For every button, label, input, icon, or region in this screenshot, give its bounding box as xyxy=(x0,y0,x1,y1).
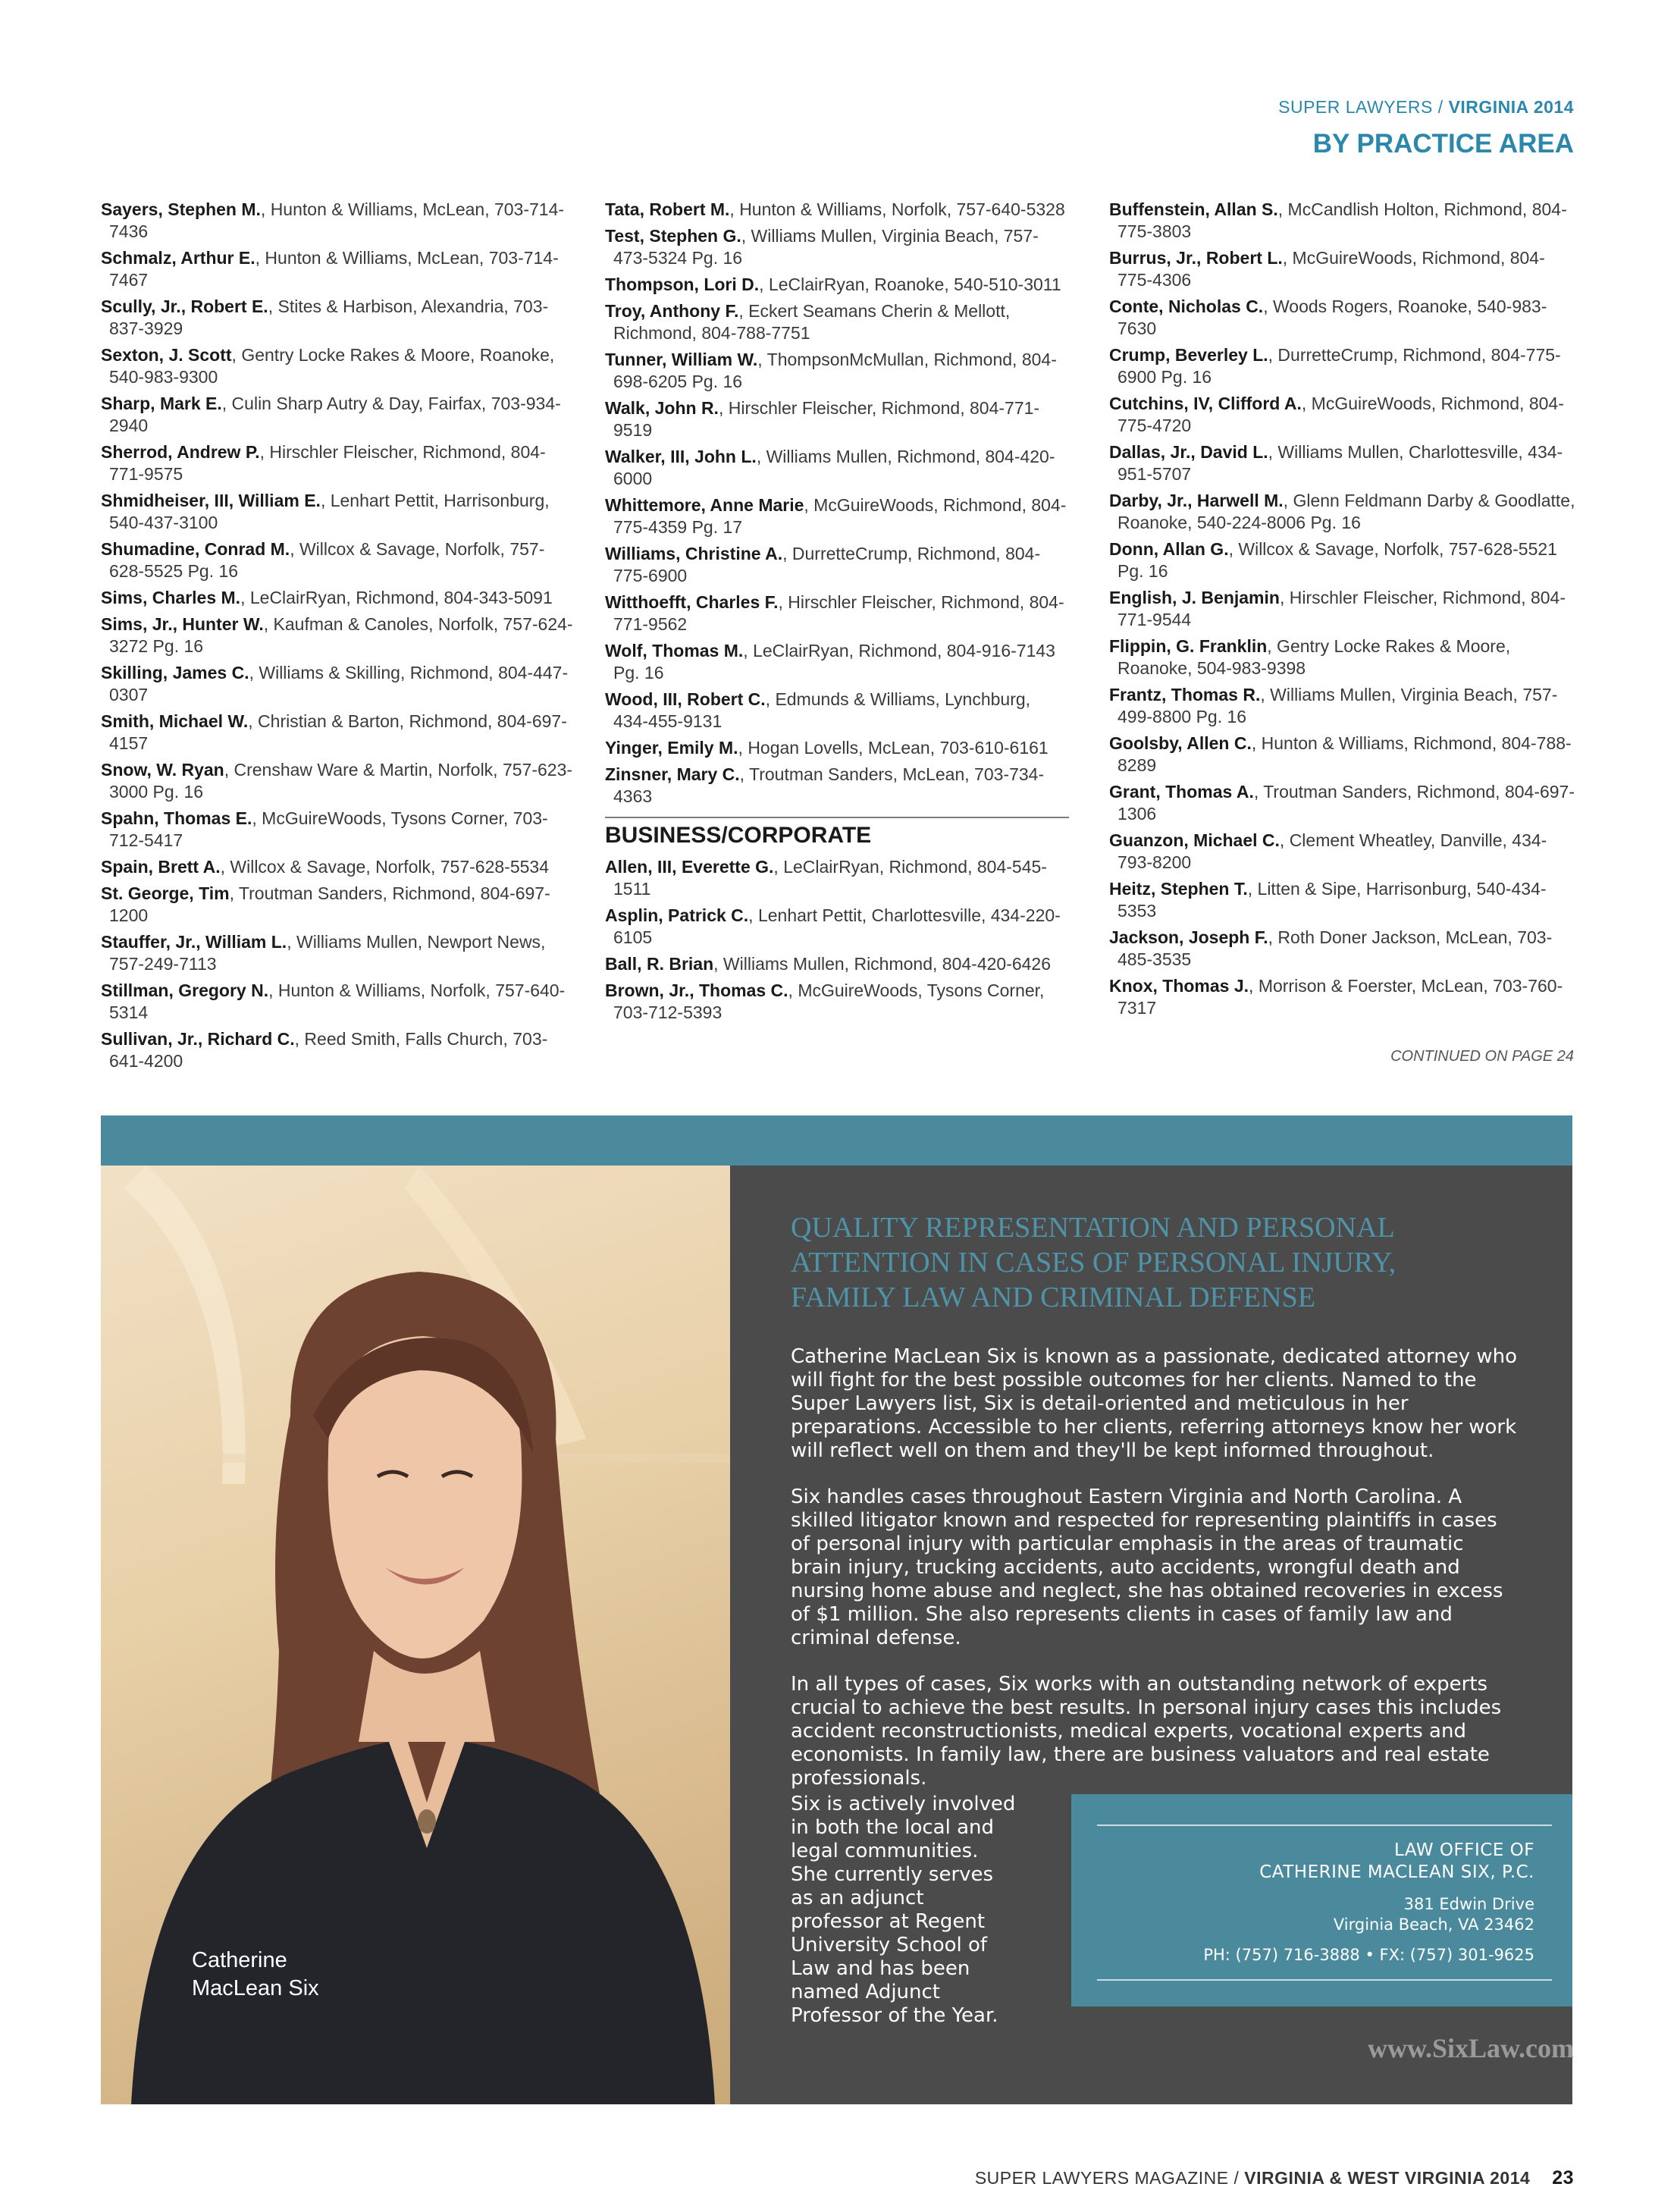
lawyer-name: Stillman, Gregory N. xyxy=(101,980,269,1000)
lawyer-name: Darby, Jr., Harwell M. xyxy=(1109,491,1284,510)
lawyer-details: , Hirschler Fleischer, Richmond, 804-771-9519 xyxy=(613,398,1040,440)
lawyer-listing xyxy=(101,759,575,803)
lawyer-listing xyxy=(1109,393,1579,437)
lawyer-name: Wolf, Thomas M. xyxy=(605,641,744,660)
listing-column-1 xyxy=(101,199,575,1077)
lawyer-name: Goolsby, Allen C. xyxy=(1109,733,1252,753)
lawyer-name: Skilling, James C. xyxy=(101,663,249,682)
lawyer-details: , Christian & Barton, Richmond, 804-697-4157 xyxy=(109,711,567,753)
lawyer-details: , Stites & Harbison, Alexandria, 703-837-3929 xyxy=(109,297,549,338)
lawyer-details: , LeClairRyan, Richmond, 804-343-5091 xyxy=(240,588,553,607)
lawyer-listing xyxy=(1109,684,1579,728)
contact-divider-top xyxy=(1097,1825,1552,1826)
running-header xyxy=(1278,97,1574,118)
region-label: VIRGINIA 2014 xyxy=(1448,97,1574,117)
lawyer-details: , Glenn Feldmann Darby & Goodlatte, Roanoke, 540-224-8006 Pg. 16 xyxy=(1117,491,1575,532)
lawyer-details: , McGuireWoods, Tysons Corner, 703-712-5393 xyxy=(613,980,1045,1022)
lawyer-listing xyxy=(101,808,575,852)
lawyer-details: , Lenhart Pettit, Charlottesville, 434-220-6105 xyxy=(613,905,1061,947)
lawyer-listing xyxy=(101,931,575,975)
lawyer-details: , McGuireWoods, Richmond, 804-775-4720 xyxy=(1117,394,1564,435)
lawyer-details: , Reed Smith, Falls Church, 703-641-4200 xyxy=(109,1029,548,1071)
lawyer-details: , Hogan Lovells, McLean, 703-610-6161 xyxy=(738,738,1049,758)
lawyer-listing xyxy=(605,274,1069,296)
lawyer-listing xyxy=(101,883,575,927)
continued-note: CONTINUED ON PAGE 24 xyxy=(1390,1048,1574,1065)
lawyer-name: Buffenstein, Allan S. xyxy=(1109,199,1278,219)
lawyer-name: Conte, Nicholas C. xyxy=(1109,297,1264,316)
lawyer-details: , ThompsonMcMullan, Richmond, 804-698-6205 Pg. 16 xyxy=(613,350,1057,391)
lawyer-name: Troy, Anthony F. xyxy=(605,301,739,321)
lawyer-name: Jackson, Joseph F. xyxy=(1109,927,1268,947)
contact-divider-bottom xyxy=(1097,1979,1552,1981)
lawyer-details: , LeClairRyan, Richmond, 804-916-7143 Pg. 16 xyxy=(613,641,1055,682)
ad-headline: QUALITY REPRESENTATION AND PERSONAL ATTENTION IN CASES OF PERSONAL INJURY, FAMILY LAW AND CRIMINAL DEFENSE xyxy=(791,1212,1396,1313)
lawyer-name: Shumadine, Conrad M. xyxy=(101,539,290,559)
lawyer-details: , McCandlish Holton, Richmond, 804-775-3803 xyxy=(1117,199,1567,241)
lawyer-listing xyxy=(605,764,1069,808)
lawyer-listing xyxy=(605,199,1069,221)
lawyer-details: , Clement Wheatley, Danville, 434-793-8200 xyxy=(1117,830,1547,872)
firm-address xyxy=(1334,1894,1534,1935)
lawyer-details: , Hunton & Williams, Richmond, 804-788-8289 xyxy=(1117,733,1572,775)
lawyer-name: Sims, Jr., Hunter W. xyxy=(101,614,264,634)
lawyer-name: Brown, Jr., Thomas C. xyxy=(605,980,788,1000)
lawyer-name: Smith, Michael W. xyxy=(101,711,249,731)
firm-name xyxy=(1259,1840,1534,1884)
lawyer-listing xyxy=(1109,830,1579,874)
lawyer-name: Whittemore, Anne Marie xyxy=(605,495,804,515)
lawyer-details: , Woods Rogers, Roanoke, 540-983-7630 xyxy=(1117,297,1547,338)
lawyer-details: , Roth Doner Jackson, McLean, 703-485-3535 xyxy=(1117,927,1553,969)
lawyer-listing xyxy=(101,662,575,706)
lawyer-name: Schmalz, Arthur E. xyxy=(101,248,255,268)
lawyer-listing xyxy=(101,393,575,437)
lawyer-name: Test, Stephen G. xyxy=(605,226,741,246)
lawyer-details: , DurretteCrump, Richmond, 804-775-6900 Pg. 16 xyxy=(1117,345,1561,387)
section-title-business-corporate: BUSINESS/CORPORATE xyxy=(605,823,872,848)
lawyer-details: , McGuireWoods, Richmond, 804-775-4359 Pg. 17 xyxy=(613,495,1067,537)
firm-name-line-1: LAW OFFICE OF xyxy=(1394,1840,1534,1860)
lawyer-name: Allen, III, Everette G. xyxy=(605,857,774,877)
listing-column-3 xyxy=(1109,199,1579,1024)
lawyer-listing xyxy=(101,490,575,534)
lawyer-listing xyxy=(605,349,1069,393)
lawyer-details: , Gentry Locke Rakes & Moore, Roanoke, 504-983-9398 xyxy=(1117,636,1511,678)
lawyer-name: Burrus, Jr., Robert L. xyxy=(1109,248,1283,268)
section-divider xyxy=(605,817,1069,818)
lawyer-details: , Hunton & Williams, Norfolk, 757-640-5314 xyxy=(109,980,566,1022)
lawyer-name: Heitz, Stephen T. xyxy=(1109,879,1248,899)
lawyer-details: , Williams Mullen, Charlottesville, 434-951-5707 xyxy=(1117,442,1563,484)
page-footer xyxy=(975,2167,1574,2189)
lawyer-name: St. George, Tim xyxy=(101,883,230,903)
lawyer-name: Knox, Thomas J. xyxy=(1109,976,1249,996)
lawyer-listing xyxy=(605,543,1069,587)
lawyer-name: Grant, Thomas A. xyxy=(1109,782,1254,802)
lawyer-details: , Willcox & Savage, Norfolk, 757-628-5521 Pg. 16 xyxy=(1117,539,1557,581)
lawyer-details: , McGuireWoods, Richmond, 804-775-4306 xyxy=(1117,248,1545,290)
ad-paragraph-4: Six is actively involved in both the local and legal communities. She currently serves as an adjunct professor at Regent University School of Law and has been named Adjunct Professor of the Year. xyxy=(791,1793,1016,2027)
lawyer-details: , Hirschler Fleischer, Richmond, 804-771-9575 xyxy=(109,442,546,484)
lawyer-details: , Williams Mullen, Richmond, 804-420-6000 xyxy=(613,447,1055,488)
lawyer-name: Ball, R. Brian xyxy=(605,954,714,974)
lawyer-details: , DurretteCrump, Richmond, 804-775-6900 xyxy=(613,544,1041,585)
lawyer-name: Cutchins, IV, Clifford A. xyxy=(1109,394,1302,413)
lawyer-details: , Gentry Locke Rakes & Moore, Roanoke, 540-983-9300 xyxy=(109,345,555,387)
lawyer-details: , Hirschler Fleischer, Richmond, 804-771-9562 xyxy=(613,592,1064,634)
lawyer-details: , Troutman Sanders, McLean, 703-734-4363 xyxy=(613,764,1045,806)
lawyer-listing xyxy=(1109,247,1579,291)
lawyer-name: Williams, Christine A. xyxy=(605,544,783,563)
lawyer-name: Sullivan, Jr., Richard C. xyxy=(101,1029,295,1049)
lawyer-name: Snow, W. Ryan xyxy=(101,760,224,780)
ad-paragraph-3: In all types of cases, Six works with an outstanding network of experts crucial to achieve the best results. In personal injury cases this includes accident reconstructionists, medical experts, vocational experts and economists. In family law, there are business valuators and real estate professionals. xyxy=(791,1673,1502,1790)
lawyer-details: , LeClairRyan, Roanoke, 540-510-3011 xyxy=(759,275,1061,294)
lawyer-listing xyxy=(605,591,1069,635)
ad-body xyxy=(791,1345,1519,1813)
lawyer-details: , Williams Mullen, Richmond, 804-420-6426 xyxy=(713,954,1052,974)
lawyer-listing xyxy=(101,1028,575,1072)
lawyer-details: , LeClairRyan, Richmond, 804-545-1511 xyxy=(613,857,1047,899)
lawyer-details: , Crenshaw Ware & Martin, Norfolk, 757-623-3000 Pg. 16 xyxy=(109,760,573,802)
lawyer-name: Sherrod, Andrew P. xyxy=(101,442,260,462)
lawyer-details: , Morrison & Foerster, McLean, 703-760-7317 xyxy=(1117,976,1563,1018)
lawyer-details: , Eckert Seamans Cherin & Mellott, Richmond, 804-788-7751 xyxy=(613,301,1011,343)
lawyer-listing xyxy=(1109,344,1579,388)
lawyer-listing xyxy=(101,538,575,582)
lawyer-listing xyxy=(1109,441,1579,485)
lawyer-details: , Williams Mullen, Virginia Beach, 757-473-5324 Pg. 16 xyxy=(613,226,1039,268)
lawyer-name: Wood, III, Robert C. xyxy=(605,689,766,709)
lawyer-name: Witthoefft, Charles F. xyxy=(605,592,779,612)
lawyer-details: , Litten & Sipe, Harrisonburg, 540-434-5353 xyxy=(1117,879,1547,921)
lawyer-name: Sexton, J. Scott xyxy=(101,345,232,365)
lawyer-listing xyxy=(605,446,1069,490)
lawyer-listing xyxy=(101,296,575,340)
lawyer-details: , Hirschler Fleischer, Richmond, 804-771-9544 xyxy=(1117,588,1566,629)
lawyer-listing xyxy=(605,640,1069,684)
lawyer-details: , Hunton & Williams, McLean, 703-714-7436 xyxy=(109,199,565,241)
lawyer-name: Thompson, Lori D. xyxy=(605,275,760,294)
lawyer-listing xyxy=(101,980,575,1024)
lawyer-listing xyxy=(101,199,575,243)
lawyer-name: Crump, Beverley L. xyxy=(1109,345,1268,365)
lawyer-listing xyxy=(605,494,1069,538)
lawyer-listing xyxy=(101,587,575,609)
lawyer-listing xyxy=(605,689,1069,733)
firm-contact-box xyxy=(1071,1794,1572,2006)
photo-caption-line-2: MacLean Six xyxy=(192,1976,319,2000)
lawyer-details: , Willcox & Savage, Norfolk, 757-628-5534 xyxy=(220,857,549,877)
lawyer-listing xyxy=(1109,490,1579,534)
lawyer-listing xyxy=(1109,781,1579,825)
lawyer-listing xyxy=(1109,878,1579,922)
listing-column-2 xyxy=(605,199,1069,1028)
lawyer-details: , Kaufman & Canoles, Norfolk, 757-624-3272 Pg. 16 xyxy=(109,614,573,656)
lawyer-name: Shmidheiser, III, William E. xyxy=(101,491,321,510)
lawyer-listing xyxy=(605,856,1069,900)
lawyer-details: , Edmunds & Williams, Lynchburg, 434-455-9131 xyxy=(613,689,1031,731)
lawyer-name: Dallas, Jr., David L. xyxy=(1109,442,1268,462)
lawyer-listing xyxy=(605,397,1069,441)
lawyer-listing xyxy=(101,856,575,878)
lawyer-name: Tunner, William W. xyxy=(605,350,758,369)
attorney-portrait-photo xyxy=(101,1166,730,2104)
lawyer-listing xyxy=(1109,538,1579,582)
lawyer-listing xyxy=(101,613,575,657)
lawyer-listing xyxy=(605,953,1069,975)
lawyer-name: Donn, Allan G. xyxy=(1109,539,1229,559)
lawyer-listing xyxy=(1109,733,1579,777)
lawyer-name: Guanzon, Michael C. xyxy=(1109,830,1280,850)
lawyer-details: , McGuireWoods, Tysons Corner, 703-712-5417 xyxy=(109,808,548,850)
section-heading: BY PRACTICE AREA xyxy=(1312,129,1574,158)
lawyer-name: Spahn, Thomas E. xyxy=(101,808,252,828)
ad-top-bar xyxy=(101,1115,1572,1166)
lawyer-details: , Willcox & Savage, Norfolk, 757-628-5525 Pg. 16 xyxy=(109,539,545,581)
page-number: 23 xyxy=(1552,2167,1574,2188)
lawyer-name: English, J. Benjamin xyxy=(1109,588,1280,607)
lawyer-details: , Williams Mullen, Virginia Beach, 757-499-8800 Pg. 16 xyxy=(1117,685,1558,726)
lawyer-details: , Lenhart Pettit, Harrisonburg, 540-437-3100 xyxy=(109,491,550,532)
lawyer-listing xyxy=(101,344,575,388)
firm-website-link[interactable]: www.SixLaw.com xyxy=(1367,2033,1574,2063)
lawyer-name: Spain, Brett A. xyxy=(101,857,221,877)
lawyer-details: , Hunton & Williams, Norfolk, 757-640-5328 xyxy=(729,199,1065,219)
lawyer-listing xyxy=(1109,635,1579,679)
lawyer-details: , Troutman Sanders, Richmond, 804-697-1200 xyxy=(109,883,550,925)
lawyer-details: , Williams & Skilling, Richmond, 804-447-0307 xyxy=(109,663,569,704)
footer-edition: VIRGINIA & WEST VIRGINIA 2014 xyxy=(1244,2168,1531,2188)
lawyer-details: , Williams Mullen, Newport News, 757-249-7113 xyxy=(109,932,546,974)
lawyer-name: Yinger, Emily M. xyxy=(605,738,738,758)
lawyer-name: Asplin, Patrick C. xyxy=(605,905,749,925)
publication-label: SUPER LAWYERS / xyxy=(1278,97,1443,117)
lawyer-listing xyxy=(1109,927,1579,971)
photo-caption xyxy=(192,1947,319,2003)
lawyer-name: Stauffer, Jr., William L. xyxy=(101,932,287,952)
lawyer-listing xyxy=(1109,587,1579,631)
lawyer-listing xyxy=(1109,296,1579,340)
lawyer-name: Flippin, G. Franklin xyxy=(1109,636,1268,656)
ad-paragraph-2: Six handles cases throughout Eastern Virginia and North Carolina. A skilled litigator known and respected for representing plaintiffs in cases of personal injury with particular emphasis in the areas of traumatic brain injury, trucking accidents, auto accidents, wrongful death and nursing home abuse and neglect, she has obtained recoveries in excess of $1 million. She also represents clients in cases of family law and criminal defense. xyxy=(791,1486,1503,1649)
footer-publication: SUPER LAWYERS MAGAZINE / xyxy=(974,2168,1240,2188)
photo-caption-line-1: Catherine xyxy=(192,1948,287,1972)
lawyer-name: Walker, III, John L. xyxy=(605,447,757,466)
lawyer-listing xyxy=(1109,199,1579,243)
address-line-1: 381 Edwin Drive xyxy=(1403,1895,1534,1913)
lawyer-name: Frantz, Thomas R. xyxy=(1109,685,1261,704)
lawyer-listing xyxy=(1109,975,1579,1019)
lawyer-name: Sayers, Stephen M. xyxy=(101,199,261,219)
ad-paragraph-1: Catherine MacLean Six is known as a passionate, dedicated attorney who will fight for the best possible outcomes for her clients. Named to the Super Lawyers list, Six is detail-oriented and meticulous in her preparations. Accessible to her clients, referring attorneys know her work will reflect well on them and they'll be kept informed throughout. xyxy=(791,1345,1518,1462)
lawyer-name: Walk, John R. xyxy=(605,398,719,418)
lawyer-listing xyxy=(101,247,575,291)
lawyer-listing xyxy=(605,225,1069,269)
lawyer-details: , Troutman Sanders, Richmond, 804-697-1306 xyxy=(1117,782,1575,824)
lawyer-name: Scully, Jr., Robert E. xyxy=(101,297,268,316)
lawyer-name: Zinsner, Mary C. xyxy=(605,764,740,784)
lawyer-name: Tata, Robert M. xyxy=(605,199,730,219)
firm-phone-fax: PH: (757) 716-3888 • FX: (757) 301-9625 xyxy=(1203,1946,1534,1964)
lawyer-listing xyxy=(605,300,1069,344)
lawyer-listing xyxy=(101,711,575,755)
lawyer-details: , Culin Sharp Autry & Day, Fairfax, 703-934-2940 xyxy=(109,394,561,435)
lawyer-listing xyxy=(605,905,1069,949)
lawyer-listing xyxy=(605,980,1069,1024)
lawyer-listing xyxy=(605,737,1069,759)
lawyer-name: Sharp, Mark E. xyxy=(101,394,222,413)
lawyer-listing xyxy=(101,441,575,485)
firm-name-line-2: CATHERINE MACLEAN SIX, P.C. xyxy=(1259,1862,1534,1882)
lawyer-name: Sims, Charles M. xyxy=(101,588,241,607)
address-line-2: Virginia Beach, VA 23462 xyxy=(1333,1915,1534,1934)
lawyer-details: , Hunton & Williams, McLean, 703-714-7467 xyxy=(109,248,559,290)
